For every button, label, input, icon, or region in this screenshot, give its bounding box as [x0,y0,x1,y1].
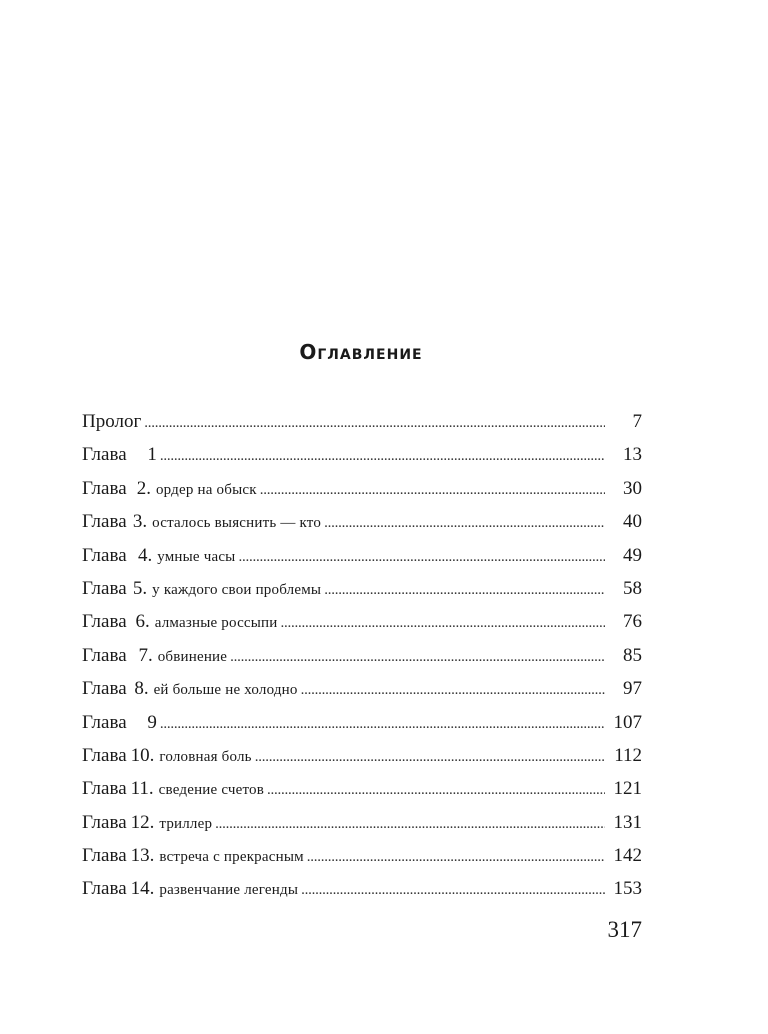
entry-page: 131 [613,811,642,833]
entry-label: Глава [82,444,127,466]
toc-entry[interactable] [82,845,642,878]
entry-page: 107 [613,711,642,733]
toc-entry[interactable] [82,712,642,745]
entry-title: у каждого свои проблемы [152,581,322,598]
toc-entry[interactable] [82,411,642,444]
entry-label: Глава [82,711,127,733]
entry-page: 13 [623,444,642,466]
toc-entry[interactable] [82,444,642,477]
entry-title: осталось выяснить — кто [152,515,322,532]
entry-label: Глава [82,511,127,533]
entry-label: Глава [82,577,127,599]
entry-number: 11. [130,778,154,800]
toc-entry[interactable] [82,478,642,511]
dot-leader [324,582,605,599]
entry-page: 97 [623,678,642,700]
dot-leader [160,716,605,733]
toc-entry[interactable] [82,611,642,644]
dot-leader [301,882,605,899]
dot-leader [260,482,605,499]
toc-entry[interactable] [82,878,642,911]
toc-entry[interactable] [82,545,642,578]
toc-entry[interactable] [82,578,642,611]
entry-title: обвинение [157,648,228,665]
toc-entry[interactable] [82,645,642,678]
entry-title: алмазные россыпи [154,615,278,632]
entry-title: сведение счетов [158,782,265,799]
toc-entry[interactable] [82,812,642,845]
entry-number: 2. [136,477,151,499]
entry-label: Глава [82,845,127,867]
entry-page: 142 [613,845,642,867]
entry-page: 30 [623,477,642,499]
dot-leader [281,615,605,632]
entry-number: 3. [132,511,148,533]
entry-page: 40 [623,511,642,533]
entry-title: ей больше не холодно [153,682,298,699]
dot-leader [324,515,605,532]
entry-label: Глава [82,644,127,666]
entry-label: Глава [82,477,127,499]
entry-label: Глава [82,778,127,800]
dot-leader [160,448,605,465]
entry-number: 10. [130,744,155,766]
entry-page: 58 [623,577,642,599]
entry-number: 9 [147,711,157,733]
dot-leader [307,849,605,866]
dot-leader [238,549,605,566]
entry-title: встреча с прекрасным [159,849,304,866]
page-number: 317 [607,917,642,942]
toc-entry[interactable] [82,745,642,778]
entry-page: 153 [613,878,642,900]
entry-label: Глава [82,611,127,633]
entry-number: 12. [130,811,155,833]
dot-leader [230,649,605,666]
dot-leader [301,682,605,699]
toc-entry[interactable] [82,778,642,811]
dot-leader [255,749,605,766]
entry-label: Пролог [82,411,142,432]
entry-label: Глава [82,811,127,833]
dot-leader [144,415,605,432]
entry-page: 7 [632,411,642,432]
entry-number: 6. [135,611,150,633]
entry-title: развенчание легенды [159,882,299,899]
entry-title: умные часы [157,548,236,565]
toc-entry[interactable] [82,678,642,711]
entry-number: 4. [137,544,153,566]
entry-page: 76 [623,611,642,633]
entry-title: ордер на обыск [155,481,257,498]
entry-label: Глава [82,744,127,766]
dot-leader [267,782,605,799]
entry-title: триллер [159,815,213,832]
table-of-contents [82,411,642,912]
entry-label: Глава [82,878,127,900]
entry-number: 5. [132,577,148,599]
entry-number: 14. [130,878,155,900]
entry-label: Глава [82,678,127,700]
entry-number: 8. [134,678,149,700]
entry-page: 49 [623,544,642,566]
entry-title: головная боль [159,748,252,765]
entry-number: 7. [138,644,153,666]
entry-page: 112 [614,744,642,766]
entry-number: 1 [147,444,157,466]
entry-page: 85 [623,644,642,666]
page-title: Оглавление [299,340,423,364]
dot-leader [215,816,605,833]
entry-page: 121 [613,778,642,800]
entry-number: 13. [130,845,155,867]
toc-entry[interactable] [82,511,642,544]
entry-label: Глава [82,544,127,566]
